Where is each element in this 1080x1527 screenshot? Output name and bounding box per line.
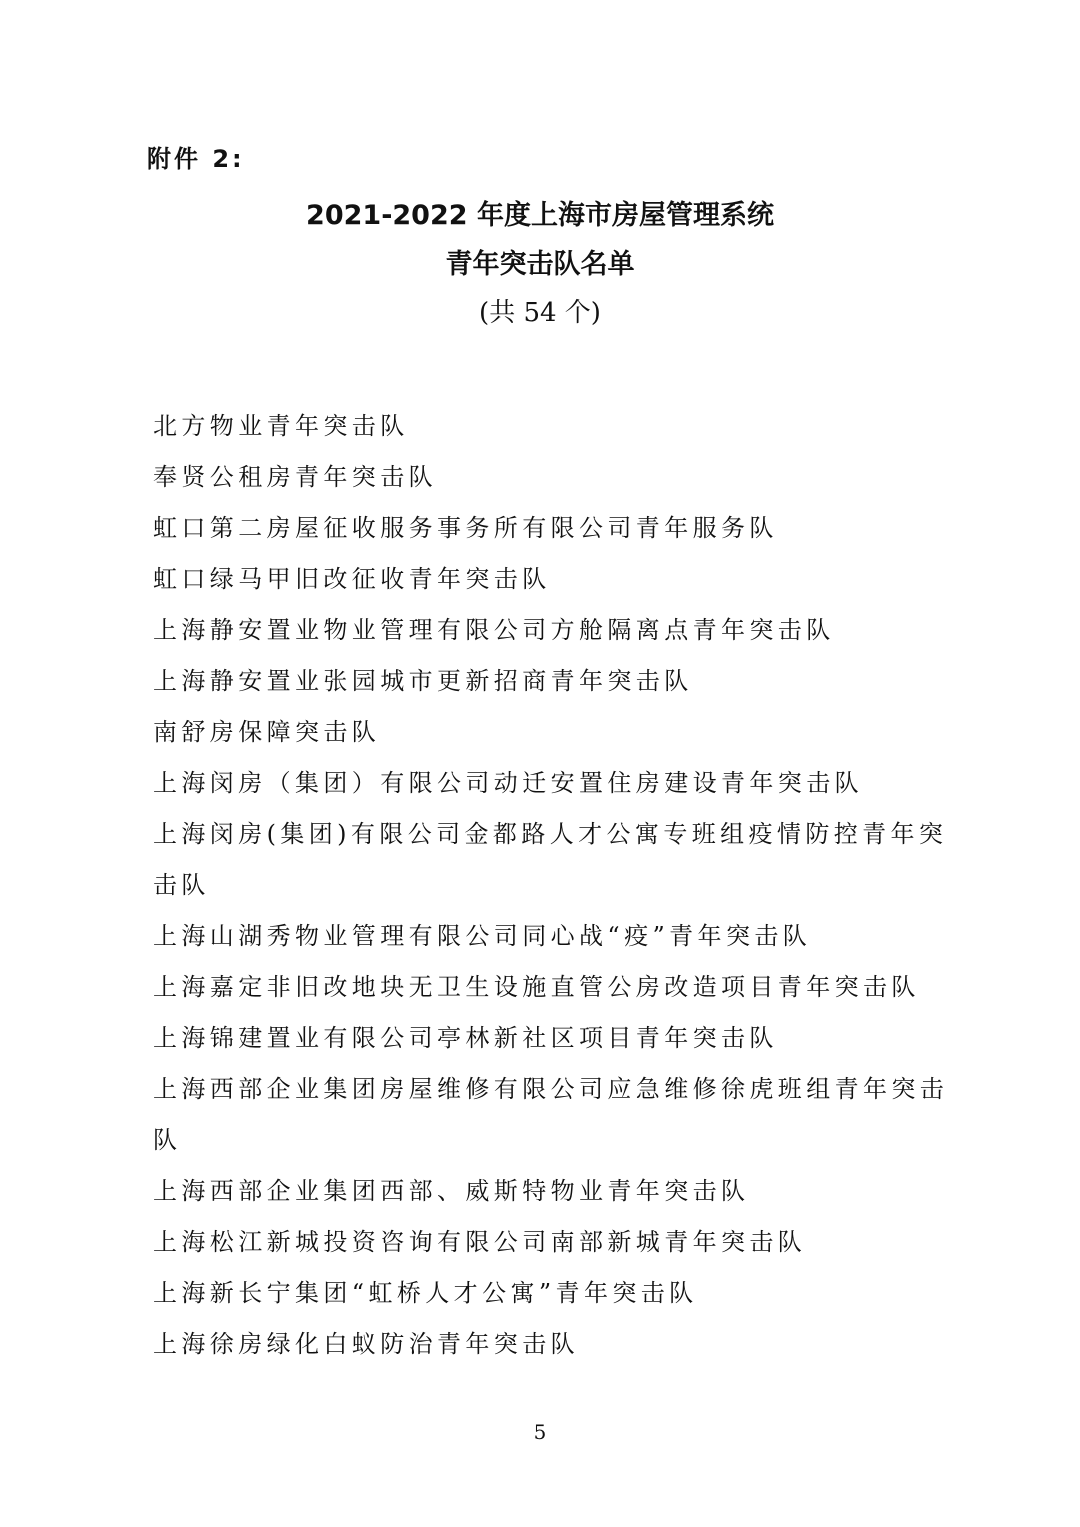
list-item: 上海锦建置业有限公司亭林新社区项目青年突击队 (153, 1024, 778, 1052)
list-item: 奉贤公租房青年突击队 (153, 463, 437, 491)
list-item: 上海闵房(集团)有限公司金都路人才公寓专班组疫情防控青年突击队 (153, 820, 948, 899)
list-item: 上海徐房绿化白蚁防治青年突击队 (153, 1330, 579, 1358)
list-item: 上海静安置业物业管理有限公司方舱隔离点青年突击队 (153, 616, 835, 644)
list-item: 上海松江新城投资咨询有限公司南部新城青年突击队 (153, 1228, 807, 1256)
list-item: 上海闵房（集团）有限公司动迁安置住房建设青年突击队 (153, 769, 863, 797)
list-item: 上海西部企业集团房屋维修有限公司应急维修徐虎班组青年突击队 (153, 1075, 949, 1154)
list-item: 上海西部企业集团西部、威斯特物业青年突击队 (153, 1177, 750, 1205)
list-item: 南舒房保障突击队 (153, 718, 381, 746)
list-item: 虹口绿马甲旧改征收青年突击队 (153, 565, 551, 593)
attachment-label: 附件 2: (147, 145, 245, 173)
list-item: 上海山湖秀物业管理有限公司同心战“疫”青年突击队 (153, 922, 812, 950)
page-subtitle: 青年突击队名单 (445, 249, 635, 280)
page-number: 5 (533, 1420, 547, 1444)
list-item: 上海嘉定非旧改地块无卫生设施直管公房改造项目青年突击队 (153, 973, 920, 1001)
count-note: (共 54 个) (479, 298, 601, 328)
list-item: 虹口第二房屋征收服务事务所有限公司青年服务队 (153, 514, 778, 542)
list-item: 北方物业青年突击队 (153, 412, 409, 440)
list-item: 上海静安置业张园城市更新招商青年突击队 (153, 667, 693, 695)
page-title: 2021-2022 年度上海市房屋管理系统 (306, 200, 774, 231)
list-item: 上海新长宁集团“虹桥人才公寓”青年突击队 (153, 1279, 698, 1307)
team-list (153, 401, 953, 1370)
